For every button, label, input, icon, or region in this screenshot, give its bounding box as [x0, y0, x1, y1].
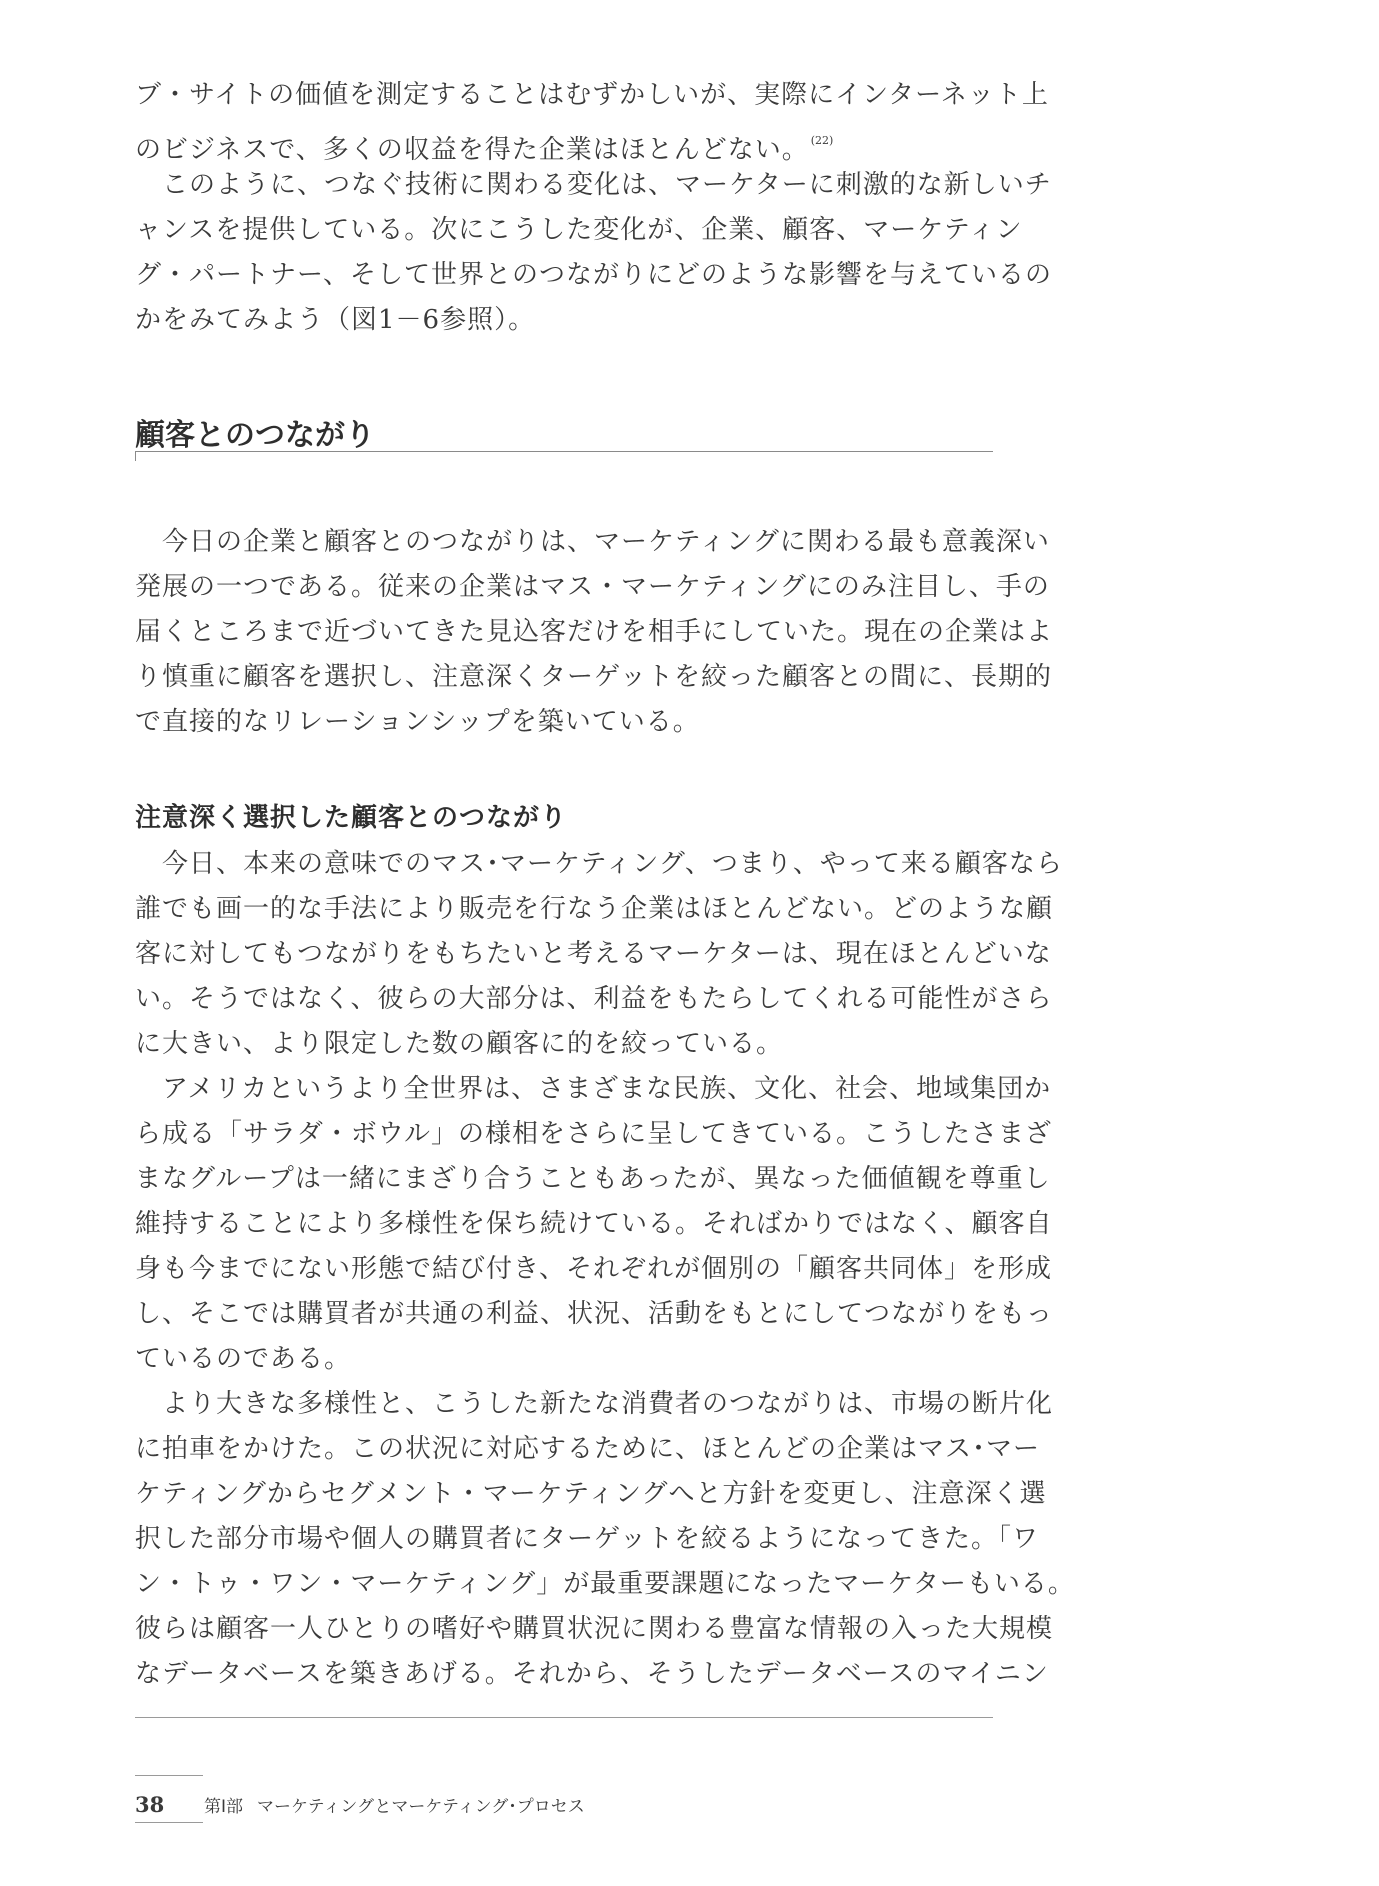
section-heading-rule [135, 451, 993, 452]
text-line-content: のビジネスで、多くの収益を得た企業はほとんどない。 [135, 135, 809, 165]
text-line: い。そうではなく、彼らの大部分は、利益をもたらしてくれる可能性がさら [135, 984, 1053, 1014]
text-line: グ・パートナー、そして世界とのつながりにどのような影響を与えているの [135, 260, 1052, 290]
text-line: まなグループは一緒にまざり合うこともあったが、異なった価値観を尊重し [135, 1164, 1051, 1194]
text-line-with-note [135, 118, 1000, 163]
sub-heading: 注意深く選択した顧客とのつながり [135, 803, 568, 833]
text-line: ン・トゥ・ワン・マーケティング」が最重要課題になったマーケターもいる。 [135, 1569, 1075, 1599]
text-line: り慎重に顧客を選択し、注意深くターゲットを絞った顧客との間に、長期的 [135, 662, 1052, 692]
part-label: 第Ⅰ部 [204, 1797, 244, 1817]
text-line: このように、つなぐ技術に関わる変化は、マーケターに刺激的な新しいチ [135, 170, 1052, 200]
top-paragraphs [135, 73, 1052, 343]
text-line: かをみてみよう（図1－6参照）。 [135, 305, 536, 335]
text-line: ャンスを提供している。次にこうした変化が、企業、顧客、マーケティン [135, 215, 1023, 245]
text-line: 届くところまで近づいてきた見込客だけを相手にしていた。現在の企業はよ [135, 617, 1054, 647]
body-paragraphs [135, 842, 1075, 1697]
text-line: で直接的なリレーションシップを築いている。 [135, 707, 700, 737]
text-line: ブ・サイトの価値を測定することはむずかしいが、実際にインターネット上 [135, 80, 1049, 110]
text-line: ら成る「サラダ・ボウル」の様相をさらに呈してきている。こうしたさまざ [135, 1119, 1052, 1149]
text-line: ケティングからセグメント・マーケティングへと方針を変更し、注意深く選 [135, 1479, 1047, 1509]
text-line: 誰でも画一的な手法により販売を行なう企業はほとんどない。どのような顧 [135, 894, 1054, 924]
text-line: アメリカというより全世界は、さまざまな民族、文化、社会、地域集団か [135, 1074, 1052, 1104]
text-line: 身も今までにない形態で結び付き、それぞれが個別の「顧客共同体」を形成 [135, 1254, 1052, 1284]
text-line: 択した部分市場や個人の購買者にターゲットを絞るようになってきた。「ワ [135, 1524, 1039, 1554]
text-line: ているのである。 [135, 1344, 352, 1374]
text-line: 今日、本来の意味でのマス･マーケティング、つまり、やって来る顧客なら [135, 849, 1063, 879]
page-footer [135, 1790, 585, 1820]
text-line: し、そこでは購買者が共通の利益、状況、活動をもとにしてつながりをもっ [135, 1299, 1054, 1329]
text-line: 維持することにより多様性を保ち続けている。そればかりではなく、顧客自 [135, 1209, 1053, 1239]
page-bottom-rule [135, 1717, 993, 1718]
section-heading-tick [135, 451, 136, 461]
text-line: 発展の一つである。従来の企業はマス・マーケティングにのみ注目し、手の [135, 572, 1050, 602]
footer-rule-bottom [135, 1822, 203, 1823]
text-line: なデータベースを築きあげる。それから、そうしたデータベースのマイニン [135, 1659, 1049, 1689]
text-line: 客に対してもつながりをもちたいと考えるマーケターは、現在ほとんどいな [135, 939, 1052, 969]
section-heading: 顧客とのつながり [135, 418, 375, 453]
intro-paragraph [135, 520, 1054, 745]
text-line: に大きい、より限定した数の顧客に的を絞っている。 [135, 1029, 784, 1059]
page-number: 38 [135, 1792, 165, 1817]
text-line: に拍車をかけた。この状況に対応するために、ほとんどの企業はマス･マー [135, 1434, 1041, 1464]
text-line: より大きな多様性と、こうした新たな消費者のつながりは、市場の断片化 [135, 1389, 1054, 1419]
footnote-reference: (22) [810, 134, 834, 147]
footer-rule-top [135, 1775, 203, 1776]
part-title: マーケティングとマーケティング･プロセス [257, 1797, 585, 1817]
text-line: 今日の企業と顧客とのつながりは、マーケティングに関わる最も意義深い [135, 527, 1050, 557]
text-line: 彼らは顧客一人ひとりの嗜好や購買状況に関わる豊富な情報の入った大規模 [135, 1614, 1054, 1644]
